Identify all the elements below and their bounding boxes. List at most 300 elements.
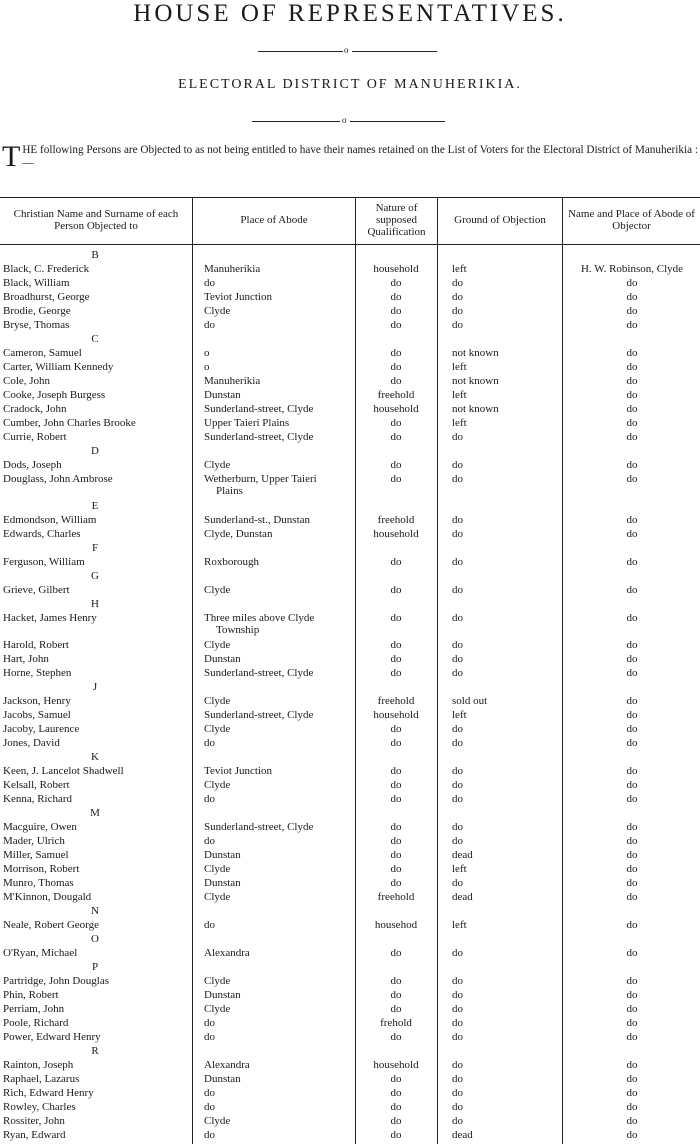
ground-of-objection: not known: [452, 375, 499, 387]
place-of-abode: Clyde: [204, 305, 231, 317]
objector: do: [626, 528, 638, 540]
ground-of-objection: do: [452, 975, 463, 987]
ground-of-objection: do: [452, 473, 463, 485]
qualification: do: [390, 375, 402, 387]
voter-name: Macguire, Owen: [3, 821, 77, 833]
divider-rule: [252, 121, 340, 122]
objector: do: [626, 417, 638, 429]
objector: do: [626, 877, 638, 889]
section-letter: G: [91, 570, 99, 582]
ground-of-objection: do: [452, 653, 463, 665]
section-letter: R: [91, 1045, 99, 1057]
objector: do: [626, 919, 638, 931]
qualification: household: [373, 528, 419, 540]
table-row: [0, 291, 700, 305]
voter-name: Raphael, Lazarus: [3, 1073, 80, 1085]
header-ground: Ground of Objection: [454, 214, 546, 226]
qualification: household: [373, 403, 419, 415]
objector: do: [626, 473, 638, 485]
ground-of-objection: do: [452, 835, 463, 847]
qualification: freehold: [377, 514, 415, 526]
voter-name: Horne, Stephen: [3, 667, 72, 679]
table-row: [0, 695, 700, 709]
place-of-abode: Sunderland-street, Clyde: [204, 667, 314, 679]
place-of-abode: Teviot Junction: [204, 291, 272, 303]
voter-name: Edmondson, William: [3, 514, 97, 526]
voter-name: Hacket, James Henry: [3, 612, 97, 624]
objector: do: [626, 1031, 638, 1043]
header-nature: Nature of supposed Qualification: [367, 202, 426, 238]
ground-of-objection: do: [452, 1031, 463, 1043]
place-of-abode: Upper Taieri Plains: [204, 417, 290, 429]
place-of-abode: Alexandra: [204, 1059, 250, 1071]
drop-capital: T: [2, 140, 21, 173]
qualification: do: [390, 584, 402, 596]
section-letter-row: [0, 542, 700, 556]
objector: do: [626, 584, 638, 596]
ground-of-objection: do: [452, 1017, 463, 1029]
objector: do: [626, 821, 638, 833]
objector: do: [626, 1073, 638, 1085]
table-row: [0, 765, 700, 779]
voter-name: Ryan, Edward: [3, 1129, 66, 1141]
ground-of-objection: do: [452, 737, 463, 749]
table-row: [0, 947, 700, 961]
place-of-abode: Teviot Junction: [204, 765, 272, 777]
qualification: do: [390, 1101, 402, 1113]
ground-of-objection: left: [452, 417, 467, 429]
ground-of-objection: do: [452, 291, 463, 303]
objector: do: [626, 1129, 638, 1141]
place-of-abode: Dunstan: [204, 653, 241, 665]
ground-of-objection: left: [452, 919, 467, 931]
voter-name: Rich, Edward Henry: [3, 1087, 94, 1099]
table-row: [0, 821, 700, 835]
place-of-abode: do: [204, 737, 215, 749]
qualification: do: [390, 556, 402, 568]
table-row: [0, 723, 700, 737]
table-row: [0, 1129, 700, 1143]
table-row: [0, 473, 700, 497]
objector: do: [626, 277, 638, 289]
objector: do: [626, 361, 638, 373]
place-of-abode: Manuherikia: [204, 375, 261, 387]
place-of-abode: Clyde: [204, 1115, 231, 1127]
qualification: do: [390, 347, 402, 359]
objector: do: [626, 891, 638, 903]
place-of-abode: Dunstan: [204, 1073, 241, 1085]
qualification: household: [373, 1059, 419, 1071]
table-row: [0, 584, 700, 598]
voter-name: Cameron, Samuel: [3, 347, 82, 359]
place-of-abode: do: [204, 793, 215, 805]
qualification: do: [390, 1129, 402, 1141]
section-letter-row: [0, 681, 700, 695]
section-letter-row: [0, 905, 700, 919]
section-letter: C: [91, 333, 99, 345]
place-of-abode: do: [204, 1129, 215, 1141]
place-of-abode: Sunderland-street, Clyde: [204, 709, 314, 721]
header-name: Christian Name and Surname of each Person Objected to: [13, 208, 179, 232]
qualification: do: [390, 779, 402, 791]
place-of-abode: Clyde: [204, 723, 231, 735]
voter-name: Miller, Samuel: [3, 849, 69, 861]
qualification: do: [390, 821, 402, 833]
table-row: [0, 1059, 700, 1073]
ground-of-objection: do: [452, 1101, 463, 1113]
voter-name: Kenna, Richard: [3, 793, 73, 805]
voter-name: Currie, Robert: [3, 431, 67, 443]
objector: do: [626, 667, 638, 679]
section-letter-row: [0, 333, 700, 347]
qualification: do: [390, 765, 402, 777]
ground-of-objection: do: [452, 723, 463, 735]
qualification: do: [390, 1073, 402, 1085]
ground-of-objection: do: [452, 989, 463, 1001]
table-row: [0, 459, 700, 473]
table-row: [0, 319, 700, 333]
objector: do: [626, 1087, 638, 1099]
ground-of-objection: do: [452, 1003, 463, 1015]
voter-name: Munro, Thomas: [3, 877, 74, 889]
qualification: do: [390, 305, 402, 317]
voter-name: Ferguson, William: [3, 556, 85, 568]
place-of-abode: Sunderland-street, Clyde: [204, 431, 314, 443]
section-letter-row: [0, 751, 700, 765]
qualification: do: [390, 459, 402, 471]
header-objector: Name and Place of Abode of Objector: [568, 208, 695, 232]
objector: do: [626, 695, 638, 707]
ground-of-objection: not known: [452, 347, 499, 359]
table-row: [0, 1087, 700, 1101]
section-letter-row: [0, 807, 700, 821]
objector: do: [626, 1115, 638, 1127]
voter-name: Jones, David: [3, 737, 60, 749]
table-header-rule: [0, 244, 700, 245]
ground-of-objection: left: [452, 709, 467, 721]
objector: H. W. Robinson, Clyde: [580, 263, 684, 275]
objector: do: [626, 975, 638, 987]
place-of-abode: do: [204, 1101, 215, 1113]
objector: do: [626, 319, 638, 331]
qualification: household: [373, 709, 419, 721]
objector: do: [626, 709, 638, 721]
ground-of-objection: do: [452, 459, 463, 471]
table-row: [0, 431, 700, 445]
table-row: [0, 849, 700, 863]
table-row: [0, 556, 700, 570]
place-of-abode: Clyde: [204, 695, 231, 707]
section-letter-row: [0, 249, 700, 263]
ground-of-objection: dead: [452, 891, 473, 903]
ground-of-objection: do: [452, 639, 463, 651]
place-of-abode: Dunstan: [204, 389, 241, 401]
place-of-abode: Three miles above Clyde: [204, 612, 315, 624]
qualification: do: [390, 431, 402, 443]
voter-name: Phin, Robert: [3, 989, 59, 1001]
objector: do: [626, 779, 638, 791]
section-letter: J: [92, 681, 98, 693]
ground-of-objection: do: [452, 584, 463, 596]
qualification: do: [390, 291, 402, 303]
objector: do: [626, 347, 638, 359]
section-letter: D: [91, 445, 99, 457]
place-of-abode-continued: Township: [216, 624, 260, 636]
objector: do: [626, 737, 638, 749]
place-of-abode: Alexandra: [204, 947, 250, 959]
qualification: freehold: [377, 389, 415, 401]
place-of-abode: Clyde: [204, 639, 231, 651]
qualification: do: [390, 835, 402, 847]
qualification: do: [390, 723, 402, 735]
qualification: do: [390, 737, 402, 749]
ground-of-objection: do: [452, 1073, 463, 1085]
voter-name: Dods, Joseph: [3, 459, 62, 471]
section-letter: M: [90, 807, 100, 819]
ground-of-objection: do: [452, 793, 463, 805]
qualification: do: [390, 877, 402, 889]
section-letter-row: [0, 933, 700, 947]
ground-of-objection: do: [452, 947, 463, 959]
voter-name: Carter, William Kennedy: [3, 361, 114, 373]
qualification: frehold: [380, 1017, 412, 1029]
place-of-abode: Manuherikia: [204, 263, 261, 275]
ground-of-objection: do: [452, 319, 463, 331]
ground-of-objection: do: [452, 779, 463, 791]
qualification: freehold: [377, 695, 415, 707]
objector: do: [626, 514, 638, 526]
ground-of-objection: do: [452, 1059, 463, 1071]
table-row: [0, 375, 700, 389]
place-of-abode: Sunderland-st., Dunstan: [204, 514, 311, 526]
voter-name: Keen, J. Lancelot Shadwell: [3, 765, 124, 777]
table-row: [0, 1101, 700, 1115]
qualification: do: [390, 989, 402, 1001]
objector: do: [626, 431, 638, 443]
voter-name: Cumber, John Charles Brooke: [3, 417, 136, 429]
section-letter: N: [91, 905, 99, 917]
section-letter-row: [0, 570, 700, 584]
voter-name: Cole, John: [3, 375, 51, 387]
objector: do: [626, 556, 638, 568]
qualification: househod: [374, 919, 418, 931]
objector: do: [626, 835, 638, 847]
qualification: do: [390, 863, 402, 875]
ground-of-objection: do: [452, 305, 463, 317]
qualification: do: [390, 361, 402, 373]
ground-of-objection: do: [452, 514, 463, 526]
place-of-abode: Clyde: [204, 779, 231, 791]
place-of-abode: do: [204, 1031, 215, 1043]
voter-name: M'Kinnon, Dougald: [3, 891, 92, 903]
voter-name: Broadhurst, George: [3, 291, 90, 303]
ground-of-objection: do: [452, 1115, 463, 1127]
place-of-abode: Clyde: [204, 891, 231, 903]
table-row: [0, 989, 700, 1003]
ground-of-objection: do: [452, 765, 463, 777]
place-of-abode: Dunstan: [204, 849, 241, 861]
voter-name: Neale, Robert George: [3, 919, 100, 931]
voter-name: Edwards, Charles: [3, 528, 81, 540]
table-row: [0, 361, 700, 375]
table-row: [0, 514, 700, 528]
section-letter: O: [91, 933, 99, 945]
divider-ornament: o: [344, 45, 349, 55]
objector: do: [626, 765, 638, 777]
section-letter: K: [91, 751, 99, 763]
place-of-abode: Clyde: [204, 975, 231, 987]
voter-name: Kelsall, Robert: [3, 779, 70, 791]
table-row: [0, 305, 700, 319]
table-row: [0, 389, 700, 403]
table-row: [0, 1003, 700, 1017]
district-subtitle: ELECTORAL DISTRICT OF MANUHERIKIA.: [178, 77, 522, 92]
ground-of-objection: do: [452, 528, 463, 540]
ground-of-objection: do: [452, 821, 463, 833]
voter-name: O'Ryan, Michael: [3, 947, 78, 959]
ground-of-objection: left: [452, 263, 467, 275]
objection-table: [0, 197, 700, 1144]
table-row: [0, 1073, 700, 1087]
table-row: [0, 779, 700, 793]
divider-ornament: o: [342, 115, 347, 125]
place-of-abode: do: [204, 919, 215, 931]
divider-rule: [258, 51, 343, 52]
voter-name: Jackson, Henry: [3, 695, 71, 707]
table-row: [0, 667, 700, 681]
voter-name: Jacoby, Laurence: [3, 723, 80, 735]
section-letter-row: [0, 500, 700, 514]
voter-name: Partridge, John Douglas: [3, 975, 110, 987]
section-letter-row: [0, 598, 700, 612]
qualification: do: [390, 849, 402, 861]
ground-of-objection: do: [452, 612, 463, 624]
voter-name: Rossiter, John: [3, 1115, 65, 1127]
section-letter: E: [91, 500, 99, 512]
ground-of-objection: sold out: [452, 695, 488, 707]
voter-name: Black, C. Frederick: [3, 263, 90, 275]
table-row: [0, 1115, 700, 1129]
table-row: [0, 975, 700, 989]
voter-name: Grieve, Gilbert: [3, 584, 70, 596]
table-row: [0, 612, 700, 636]
ground-of-objection: left: [452, 361, 467, 373]
ground-of-objection: dead: [452, 849, 473, 861]
place-of-abode: Clyde: [204, 863, 231, 875]
voter-name: Hart, John: [3, 653, 49, 665]
table-row: [0, 403, 700, 417]
page-title: HOUSE OF REPRESENTATIVES.: [133, 0, 567, 27]
objector: do: [626, 1101, 638, 1113]
place-of-abode: Clyde: [204, 1003, 231, 1015]
objector: do: [626, 653, 638, 665]
table-row: [0, 877, 700, 891]
place-of-abode: Clyde: [204, 584, 231, 596]
place-of-abode: Roxborough: [204, 556, 259, 568]
voter-name: Jacobs, Samuel: [3, 709, 71, 721]
ground-of-objection: left: [452, 863, 467, 875]
voter-name: Morrison, Robert: [3, 863, 80, 875]
table-row: [0, 347, 700, 361]
ground-of-objection: do: [452, 667, 463, 679]
divider-rule: [352, 51, 437, 52]
objector: do: [626, 375, 638, 387]
ground-of-objection: left: [452, 389, 467, 401]
qualification: do: [390, 319, 402, 331]
voter-name: Perriam, John: [3, 1003, 65, 1015]
qualification: do: [390, 612, 402, 624]
voter-name: Bryse, Thomas: [3, 319, 70, 331]
section-letter: H: [91, 598, 99, 610]
objector: do: [626, 947, 638, 959]
qualification: freehold: [377, 891, 415, 903]
voter-name: Mader, Ulrich: [3, 835, 65, 847]
place-of-abode: Dunstan: [204, 877, 241, 889]
place-of-abode: do: [204, 319, 215, 331]
qualification: household: [373, 263, 419, 275]
place-of-abode: Clyde: [204, 459, 231, 471]
qualification: do: [390, 277, 402, 289]
objector: do: [626, 291, 638, 303]
objector: do: [626, 389, 638, 401]
place-of-abode: Sunderland-street, Clyde: [204, 821, 314, 833]
section-letter-row: [0, 1045, 700, 1059]
objector: do: [626, 1017, 638, 1029]
place-of-abode: Clyde, Dunstan: [204, 528, 273, 540]
place-of-abode: o: [204, 347, 210, 359]
header-abode: Place of Abode: [240, 214, 308, 226]
objector: do: [626, 723, 638, 735]
voter-name: Rainton, Joseph: [3, 1059, 74, 1071]
voter-name: Rowley, Charles: [3, 1101, 76, 1113]
objector: do: [626, 793, 638, 805]
table-row: [0, 1031, 700, 1045]
objector: do: [626, 639, 638, 651]
voter-name: Black, William: [3, 277, 70, 289]
qualification: do: [390, 473, 402, 485]
table-row: [0, 709, 700, 723]
ground-of-objection: do: [452, 877, 463, 889]
objector: do: [626, 459, 638, 471]
voter-name: Douglass, John Ambrose: [3, 473, 113, 485]
intro-paragraph: [2, 140, 698, 173]
table-row: [0, 919, 700, 933]
ground-of-objection: do: [452, 277, 463, 289]
place-of-abode: do: [204, 1087, 215, 1099]
objector: do: [626, 1003, 638, 1015]
section-letter: P: [91, 961, 99, 973]
table-row: [0, 277, 700, 291]
table-row: [0, 417, 700, 431]
table-row: [0, 639, 700, 653]
ground-of-objection: dead: [452, 1129, 473, 1141]
place-of-abode: Wetherburn, Upper Taieri: [204, 473, 317, 485]
section-letter: B: [91, 249, 99, 261]
place-of-abode: o: [204, 361, 210, 373]
place-of-abode: Sunderland-street, Clyde: [204, 403, 314, 415]
objector: do: [626, 1059, 638, 1071]
qualification: do: [390, 947, 402, 959]
table-row: [0, 653, 700, 667]
intro-text: HE following Persons are Objected to as not being entitled to have their names retained on the List of Voters for the Electoral District of Manuherikia :—: [22, 144, 698, 169]
objector: do: [626, 403, 638, 415]
place-of-abode: do: [204, 1017, 215, 1029]
place-of-abode: do: [204, 835, 215, 847]
table-row: [0, 1017, 700, 1031]
qualification: do: [390, 1031, 402, 1043]
qualification: do: [390, 1087, 402, 1099]
table-row: [0, 863, 700, 877]
